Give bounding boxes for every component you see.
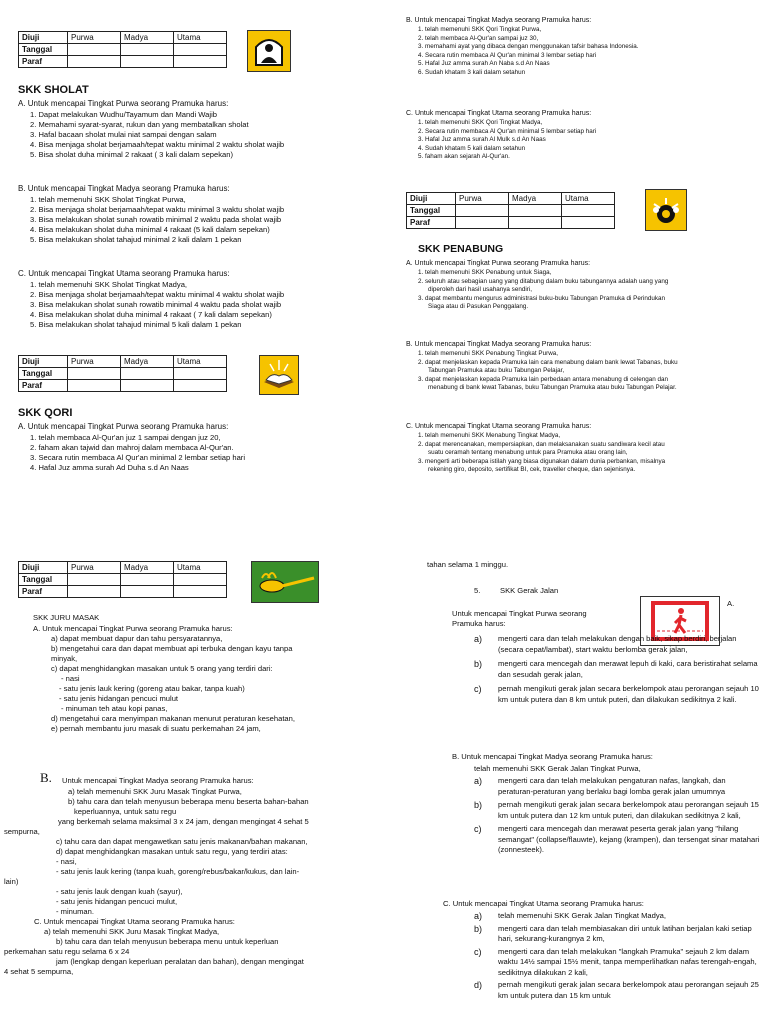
list-item: 5. Bisa melakukan sholat tahajud minimal 5 kali dalam 1 pekan [30, 320, 242, 329]
item-text: mengerti cara dan telah melakukan pengaturan nafas, langkah, dan peraturan-peraturan yang berlaku bagi lomba gerak jalan umumnya [498, 776, 726, 796]
list-item: - satu jenis hidangan pencuci mulut, [56, 897, 178, 906]
list-item: - minuman teh atau kopi panas, [61, 704, 168, 713]
juru-masak-section-bc [4, 787, 309, 977]
penabung-badge-icon [645, 189, 687, 231]
item-text: mengerti cara mencegah dan merawat peserta gerak jalan yang "hilang semangat" (collapse/flauwte), kejang (krampen), dan tersengat sinar matahari (zonnesteek). [498, 824, 760, 854]
list-item: suatu ceramah tentang menabung untuk para Pramuka atau orang lain, [428, 449, 628, 456]
list-item: 1. telah memenuhi SKK Menabung Tingkat Madya, [418, 432, 561, 439]
list-item: 1. telah membaca Al-Qur'an juz 1 sampai dengan juz 20, [30, 433, 221, 442]
list-item: rekening giro, deposito, sertifikat BI, cek, traveller cheque, dan sejenisnya. [428, 466, 636, 473]
qori-title: SKK QORI [18, 407, 73, 419]
list-item: b) tahu cara dan telah menyusun beberapa menu beserta bahan-bahan [68, 797, 309, 806]
list-item: 2. seluruh atau sebagian uang yang ditabung dalam buku tabungannya adalah uang yang [418, 277, 669, 285]
list-item: 2. dapat menjelaskan kepada Pramuka lain cara menabung dalam bank lewat Tabanas, buku [418, 358, 678, 366]
list-item: lain) [4, 877, 19, 886]
section-title: A. Untuk mencapai Tingkat Purwa seorang Pramuka harus: [406, 260, 591, 267]
list-item: 2. Memahami syarat-syarat, rukun dan yang membatalkan sholat [30, 120, 249, 129]
list-item: 4. Secara rutin membaca Al Qur'an minimal 3 lembar setiap hari [418, 51, 597, 59]
list-item: b) tahu cara dan telah menyusun beberapa menu untuk keperluan [56, 937, 279, 946]
item-label: d) [474, 980, 483, 990]
item-label: b) [474, 800, 483, 810]
table-header: Purwa [68, 562, 121, 574]
juru-masak-b-letter: B. [40, 770, 52, 785]
list-item: 2. dapat merencanakan, mempersiapkan, dan melaksanakan suatu sandiwara kecil atau [418, 440, 665, 448]
list-item: 2. Bisa menjaga sholat berjamaah/tepat waktu minimal 4 waktu sholat wajib [30, 290, 285, 299]
table-header: Utama [174, 562, 227, 574]
item-label: c) [474, 824, 482, 834]
list-item: 3. Hafal bacaan sholat mulai niat sampai dengan salam [30, 130, 217, 139]
item-text: mengerti cara dan telah melakukan "langkah Pramuka" sejauh 2 km dalam waktu 14½ sampai 15½ menit, tanpa memperlihatkan nafas terengah-engah, sedikitnya dilakukan 2 kali, [498, 946, 757, 977]
sholat-title: SKK SHOLAT [18, 84, 89, 96]
gerak-jalan-b-intro: telah memenuhi SKK Gerak Jalan Tingkat Purwa, [474, 764, 641, 773]
item-label: a) [474, 776, 483, 786]
table-row-label: Tanggal [407, 205, 456, 217]
table-row-label: Paraf [407, 217, 456, 229]
list-item: 1. telah memenuhi SKK Qori Tingkat Madya, [418, 119, 543, 126]
list-item: 5. faham akan sejarah Al-Qur'an. [418, 153, 510, 160]
list-item: 2. Bisa menjaga sholat berjamaah/tepat waktu minimal 3 waktu sholat wajib [30, 205, 285, 214]
list-item: 1. telah memenuhi SKK Penabung untuk Siaga, [418, 269, 552, 276]
item-label: b) [474, 923, 483, 934]
table-header: Diuji [19, 562, 68, 574]
table-row-label: Paraf [19, 56, 68, 68]
list-item: 3. memahami ayat yang dibaca dengan menggunakan tafsir bahasa Indonesia. [418, 43, 639, 50]
section-title: B. Untuk mencapai Tingkat Madya seorang Pramuka harus: [406, 341, 592, 348]
gerak-jalan-section-c [474, 911, 764, 1001]
list-item [474, 800, 764, 821]
list-item: 3. Secara rutin membaca Al Qur'an minimal 2 lembar setiap hari [30, 453, 246, 462]
qori-section-b [406, 16, 639, 77]
qori-section-c [406, 109, 596, 162]
list-item: - nasi [61, 674, 80, 683]
gerak-jalan-c-title: C. Untuk mencapai Tingkat Utama seorang Pramuka harus: [443, 899, 644, 908]
list-item: - satu jenis lauk kering (goreng atau bakar, tanpa kuah) [59, 684, 245, 693]
juru-masak-title: SKK JURU MASAK [33, 613, 100, 622]
gerak-jalan-number: 5. [474, 586, 481, 595]
sholat-section-b [18, 183, 284, 245]
sholat-sign-table [18, 31, 227, 68]
list-item: 4. Sudah khatam 5 kali dalam setahun [418, 144, 526, 152]
list-item: b) mengetahui cara dan dapat membuat api terbuka dengan kayu tanpa [51, 644, 293, 653]
list-item [474, 824, 764, 856]
list-item: 5. Bisa melakukan sholat tahajud minimal 2 kali dalam 1 pekan [30, 235, 242, 244]
list-item: 1. telah memenuhi SKK Penabung Tingkat Purwa, [418, 350, 559, 357]
gerak-jalan-a-mark: A. [727, 599, 735, 608]
section-title: A. Untuk mencapai Tingkat Purwa seorang Pramuka harus: [33, 624, 233, 633]
item-label: a) [474, 634, 483, 644]
table-header: Purwa [456, 193, 509, 205]
table-header: Diuji [19, 32, 68, 44]
penabung-section-a [406, 259, 668, 312]
table-row-label: Tanggal [19, 44, 68, 56]
section-title: C. Untuk mencapai Tingkat Utama seorang Pramuka harus: [34, 917, 235, 926]
list-item: c) dapat menghidangkan masakan untuk 5 orang yang terdiri dari: [51, 664, 273, 673]
list-item: 2. telah membaca Al-Qur'an sampai juz 30, [418, 34, 539, 42]
list-item [474, 634, 764, 655]
list-item: sempurna, [4, 827, 40, 836]
list-item: 6. Sudah khatam 3 kali dalam setahun [418, 68, 526, 76]
table-header: Purwa [68, 356, 121, 368]
list-item: 3. dapat membantu mengurus administrasi buku-buku Tabungan Pramuka di Perindukan [418, 294, 666, 302]
list-item: a) telah memenuhi SKK Juru Masak Tingkat Purwa, [68, 787, 242, 796]
list-item: a) dapat membuat dapur dan tahu persyaratannya, [51, 634, 223, 643]
table-header: Utama [174, 356, 227, 368]
item-text: mengerti cara dan telah membiasakan diri untuk latihan berjalan kaki setiap hari, sekurang-kurangnya 2 km, [498, 923, 752, 943]
list-item: jam (lengkap dengan keperluan peralatan dan bahan), dengan mengingat [56, 957, 304, 966]
table-header: Diuji [407, 193, 456, 205]
list-item: c) tahu cara dan dapat mengawetkan satu jenis makanan/bahan makanan, [56, 837, 308, 846]
juru-masak-section-a [33, 624, 295, 734]
list-item: Siaga atau di Pasukan Penggalang. [428, 303, 529, 310]
list-item [474, 776, 764, 797]
table-row-label: Tanggal [19, 368, 68, 380]
list-item [474, 980, 764, 1001]
juru-masak-sign-table [18, 561, 227, 598]
gerak-jalan-title: SKK Gerak Jalan [500, 586, 559, 595]
table-header: Purwa [68, 32, 121, 44]
gerak-jalan-intro [452, 609, 587, 629]
quran-badge-icon [259, 355, 299, 395]
list-item: 3. Bisa melakukan sholat sunah rowatib minimal 2 waktu pada sholat wajib [30, 215, 282, 224]
list-item: e) pernah membantu juru masak di suatu perkemahan 24 jam, [51, 724, 261, 733]
list-item: 4. Hafal Juz amma surah Ad Duha s.d An Naas [30, 463, 189, 472]
juru-masak-badge-icon [251, 561, 319, 603]
section-title: C. Untuk mencapai Tingkat Utama seorang Pramuka harus: [406, 110, 592, 117]
item-text: mengerti cara dan telah melakukan dengan baik, sikap berdiri, berjalan (secara cepat/lambat), start waktu berlomba gerak jalan, [498, 634, 737, 654]
penabung-title: SKK PENABUNG [418, 243, 504, 255]
list-item [474, 924, 764, 945]
table-row-label: Paraf [19, 380, 68, 392]
section-title: B. Untuk mencapai Tingkat Madya seorang Pramuka harus: [406, 17, 592, 24]
list-item: menabung di bank lewat Tabanas, buku Tabungan Pramuka atau buku Tabungan Pelajar. [428, 384, 677, 391]
list-item: - satu jenis lauk kering (tanpa kuah, goreng/rebus/bakar/kukus, dan lain- [56, 867, 300, 876]
penabung-sign-table [406, 192, 615, 229]
list-item: 4. Bisa menjaga sholat berjamaah/tepat waktu minimal 2 waktu sholat wajib [30, 140, 285, 149]
list-item: diperoleh dari hasil usahanya sendiri, [428, 286, 532, 293]
list-item: 5. Hafal Juz amma surah An Naba s.d An Naas [418, 60, 550, 67]
item-text: pernah mengikuti gerak jalan secara berkelompok atau perorangan sejauh 10 km untuk putera dan 8 km untuk puteri, dan dilakukan sedikitnya 2 kali. [498, 684, 759, 704]
list-item: 1. telah memenuhi SKK Qori Tingkat Purwa, [418, 26, 542, 33]
list-item [474, 659, 764, 680]
list-item: 4 sehat 5 sempurna, [4, 967, 74, 976]
list-item: 2. faham akan tajwid dan mahroj dalam membaca Al-Qur'an. [30, 443, 234, 452]
list-item: a) telah memenuhi SKK Juru Masak Tingkat Madya, [44, 927, 220, 936]
list-item: 5. Bisa sholat duha minimal 2 rakaat ( 3 kali dalam sepekan) [30, 150, 234, 159]
item-text: pernah mengikuti gerak jalan secara berkelompok atau perorangan sejauh 15 km untuk putera dan 12 km untuk puteri, dan dilakukan sedikitnya 2 kali, [498, 800, 759, 820]
item-text: pernah mengikuti gerak jalan secara berkelompok atau perorangan sejauh 25 km untuk putera dan 15 km untuk [498, 980, 759, 1000]
list-item: 4. Bisa melakukan sholat duha minimal 4 rakaat (5 kali dalam sepekan) [30, 225, 270, 234]
item-label: a) [474, 911, 483, 921]
list-item: keperluannya, untuk satu regu [74, 807, 177, 816]
table-header: Utama [562, 193, 615, 205]
list-item: 2. Secara rutin membaca Al Qur'an minimal 5 lembar setiap hari [418, 127, 597, 135]
gerak-jalan-section-a [474, 634, 764, 705]
juru-masak-b-title: Untuk mencapai Tingkat Madya seorang Pramuka harus: [62, 776, 254, 785]
item-text: telah memenuhi SKK Gerak Jalan Tingkat Madya, [498, 911, 666, 920]
sholat-section-a [18, 98, 284, 160]
list-item: d) dapat menghidangkan masakan untuk satu regu, yang terdiri atas: [56, 847, 288, 856]
item-text: mengerti cara mencegah dan merawat lepuh di kaki, cara beristirahat selama dan sesudah gerak jalan, [498, 659, 758, 679]
table-header: Madya [121, 562, 174, 574]
gerak-jalan-b-title: B. Untuk mencapai Tingkat Madya seorang Pramuka harus: [452, 752, 653, 761]
penabung-section-c [406, 422, 665, 475]
carry-over-line: tahan selama 1 minggu. [427, 560, 509, 569]
section-title: C. Untuk mencapai Tingkat Utama seorang Pramuka harus: [406, 423, 592, 430]
qori-section-a [18, 421, 245, 473]
item-label: c) [474, 946, 482, 957]
list-item: 1. telah memenuhi SKK Sholat Tingkat Purwa, [30, 195, 186, 204]
item-label: c) [474, 684, 482, 694]
table-row-label: Paraf [19, 586, 68, 598]
list-item: 3. dapat menjelaskan kepada Pramuka lain perbedaan antara menabung di celengan dan [418, 375, 668, 383]
list-item: yang berkemah selama maksimal 3 x 24 jam, dengan mengingat 4 sehat 5 [58, 817, 309, 826]
sholat-badge-icon [247, 30, 291, 72]
penabung-section-b [406, 340, 678, 393]
list-item: - satu jenis hidangan pencuci mulut [59, 694, 179, 703]
section-title: Untuk mencapai Tingkat Purwa seorang [452, 609, 587, 618]
table-header: Diuji [19, 356, 68, 368]
list-item: minyak, [51, 654, 78, 663]
item-label: b) [474, 659, 483, 669]
list-item [474, 684, 764, 705]
sholat-section-c [18, 268, 284, 330]
gerak-jalan-section-b [474, 776, 764, 856]
section-title: Pramuka harus: [452, 619, 506, 628]
section-title: B. Untuk mencapai Tingkat Madya seorang Pramuka harus: [18, 184, 230, 193]
list-item: perkemahan satu regu selama 6 x 24 [4, 947, 130, 956]
list-item: - satu jenis lauk dengan kuah (sayur), [56, 887, 183, 896]
list-item [474, 911, 764, 922]
list-item: Tabungan Pramuka atau buku Tabungan Pelajar, [428, 367, 565, 374]
list-item [474, 947, 764, 979]
list-item: 1. Dapat melakukan Wudhu/Tayamum dan Mandi Wajib [30, 110, 217, 119]
section-title: A. Untuk mencapai Tingkat Purwa seorang Pramuka harus: [18, 99, 229, 108]
list-item: 3. Bisa melakukan sholat sunah rowatib minimal 4 waktu pada sholat wajib [30, 300, 282, 309]
list-item: - nasi, [56, 857, 77, 866]
table-header: Madya [121, 32, 174, 44]
list-item: d) mengetahui cara menyimpan makanan menurut peraturan kesehatan, [51, 714, 295, 723]
list-item: 3. Hafal Juz amma surah Al Mulk s.d An Naas [418, 136, 546, 143]
list-item: 4. Bisa melakukan sholat duha minimal 4 rakaat ( 7 kali dalam sepekan) [30, 310, 272, 319]
table-row-label: Tanggal [19, 574, 68, 586]
section-title: C. Untuk mencapai Tingkat Utama seorang Pramuka harus: [18, 269, 230, 278]
list-item: 1. telah memenuhi SKK Sholat Tingkat Madya, [30, 280, 188, 289]
table-header: Utama [174, 32, 227, 44]
table-header: Madya [121, 356, 174, 368]
section-title: A. Untuk mencapai Tingkat Purwa seorang Pramuka harus: [18, 422, 229, 431]
table-header: Madya [509, 193, 562, 205]
qori-sign-table [18, 355, 227, 392]
list-item: - minuman. [56, 907, 94, 916]
list-item: 3. mengerti arti beberapa istilah yang biasa digunakan dalam dunia perbankan, misalnya [418, 457, 666, 465]
